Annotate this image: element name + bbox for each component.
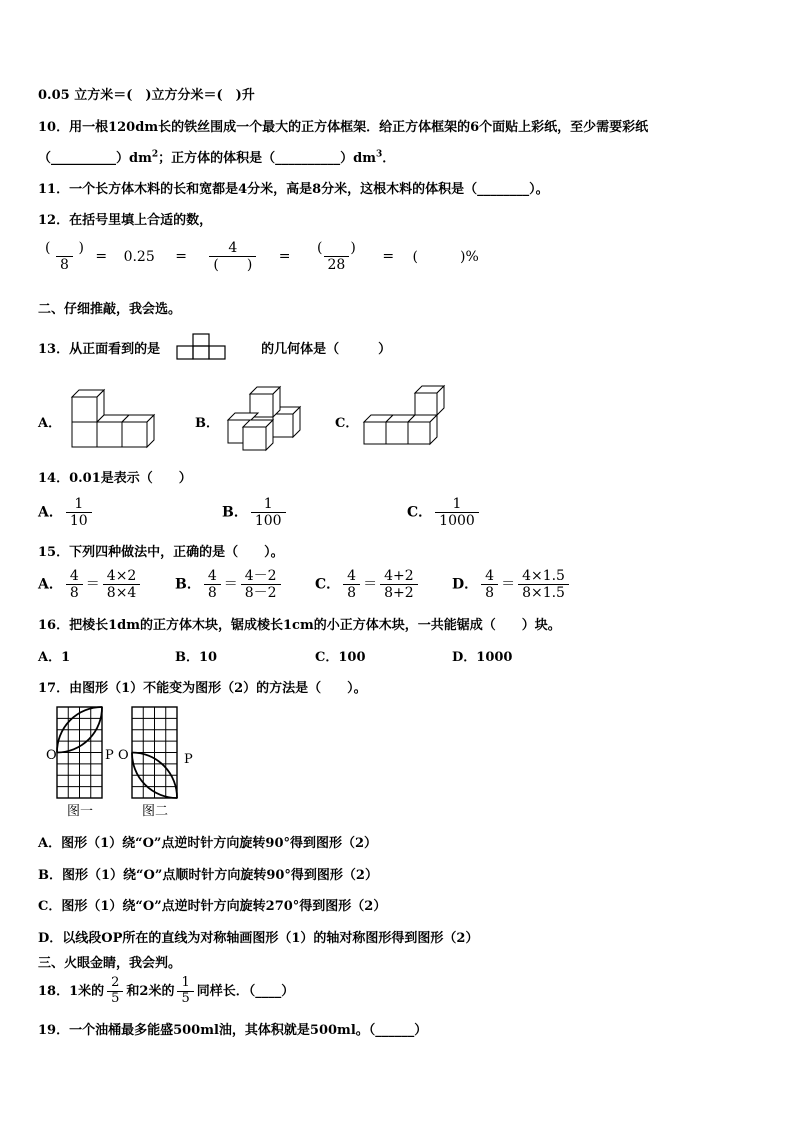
q13-option-a-label: A． <box>38 416 62 431</box>
q15-d-frac1 <box>481 568 498 601</box>
q17-figure-1-grid <box>57 707 103 799</box>
q15-d-num2: 4×1.5 <box>522 568 565 584</box>
q18-frac-1 <box>107 976 123 1007</box>
q15-d-num1: 4 <box>485 568 495 584</box>
q15-c-frac1 <box>343 568 360 601</box>
q15-b-num2: 4－2 <box>244 568 277 584</box>
q12-frac-1 <box>41 240 88 273</box>
q15-a-eq: ＝ <box>85 576 100 593</box>
q12-eq-2: = <box>175 248 187 265</box>
q12-eq-3: = <box>278 248 291 265</box>
q14-a-frac <box>66 496 92 529</box>
q15-b-frac1 <box>204 568 221 601</box>
q17-caption-2: 图二 <box>142 804 169 819</box>
question-10-line2 <box>38 147 395 166</box>
q15-a-num2: 4×2 <box>106 568 137 584</box>
q10-end: ． <box>382 151 396 166</box>
q17-fig1-label-p: P <box>105 748 114 763</box>
q15-d-den2: 8×1.5 <box>518 584 569 601</box>
q17-fig1-label-o: O <box>46 748 57 763</box>
q18-text-a: 18．1米的 <box>38 983 105 999</box>
q18-f2-num: 1 <box>181 975 190 990</box>
q12-f2-den: ( ) <box>209 256 256 273</box>
q10-sup-2: 2 <box>151 149 159 160</box>
q14-b-label: B． <box>222 504 248 521</box>
q16-option-b: B．10 <box>175 650 218 665</box>
q17-fig2-label-p: P <box>184 752 193 767</box>
q15-d-label: D． <box>452 576 479 593</box>
q14-c-den: 1000 <box>435 512 479 529</box>
q12-frac-2 <box>209 240 256 273</box>
q12-eq-4: = <box>382 248 395 265</box>
q17-option-a: A．图形（1）绕“O”点逆时针方向旋转90°得到图形（2） <box>38 836 378 851</box>
q15-c-num2: 4+2 <box>384 568 414 584</box>
q15-option-d <box>452 568 572 601</box>
question-12-equation <box>38 240 479 273</box>
q14-b-frac <box>251 496 286 529</box>
q12-percent: ( )% <box>412 248 479 265</box>
q12-f3-num: ( ) <box>316 240 356 256</box>
q15-a-den1: 8 <box>66 584 83 601</box>
question-14: 14．0.01是表示（ ） <box>38 471 192 486</box>
q13-option-b-figure <box>226 384 306 454</box>
q17-option-d: D．以线段OP所在的直线为对称轴画图形（1）的轴对称图形得到图形（2） <box>38 931 479 946</box>
q10-blank-area: （__________）dm <box>38 151 152 166</box>
q15-d-frac2 <box>518 568 569 601</box>
q15-a-frac2 <box>103 568 141 601</box>
q16-option-c: C．100 <box>315 650 366 665</box>
question-18 <box>38 976 294 1007</box>
q18-frac-2 <box>177 976 193 1007</box>
q15-b-den1: 8 <box>204 584 221 601</box>
q12-f3-den: 28 <box>324 256 350 273</box>
q18-text-c: 同样长．（____） <box>196 983 295 999</box>
q10-blank-volume: ；正方体的体积是（__________）dm <box>158 151 376 166</box>
q15-a-den2: 8×4 <box>103 584 141 601</box>
q15-c-den1: 8 <box>343 584 360 601</box>
q14-a-den: 10 <box>66 512 92 529</box>
q17-caption-1: 图一 <box>67 804 94 819</box>
q15-b-frac2 <box>241 568 281 601</box>
q12-value-025: 0.25 <box>123 248 155 265</box>
q15-option-a <box>38 568 143 601</box>
q15-b-label: B． <box>175 576 201 593</box>
q13-option-c-label: C． <box>335 416 359 431</box>
q15-a-frac1 <box>66 568 83 601</box>
q17-option-c: C．图形（1）绕“O”点逆时针方向旋转270°得到图形（2） <box>38 899 387 914</box>
q13-text-a: 13．从正面看到的是 <box>38 342 161 357</box>
q14-a-num: 1 <box>74 496 84 512</box>
q15-d-eq: ＝ <box>501 576 516 593</box>
q18-f2-den: 5 <box>177 991 193 1007</box>
q14-c-num: 1 <box>452 496 462 512</box>
q18-text-b: 和2米的 <box>126 983 175 999</box>
q13-text-b: 的几何体是（ ） <box>261 342 392 357</box>
q14-a-label: A． <box>38 504 63 521</box>
q15-c-frac2 <box>380 568 418 601</box>
question-12: 12．在括号里填上合适的数， <box>38 213 213 228</box>
q18-f1-den: 5 <box>107 991 123 1007</box>
question-19: 19．一个油桶最多能盛500ml油，其体积就是500ml。（______） <box>38 1023 428 1038</box>
question-16: 16．把棱长1dm的正方体木块，锯成棱长1cm的小正方体木块，一共能锯成（ ）块。 <box>38 618 561 633</box>
q14-option-b <box>222 496 289 529</box>
q15-a-num1: 4 <box>69 568 79 584</box>
question-11: 11．一个长方体木料的长和宽都是4分米，高是8分米，这根木料的体积是（________）。 <box>38 182 549 197</box>
q13-option-b-label: B． <box>195 416 219 431</box>
q17-option-b: B．图形（1）绕“O”点顺时针方向旋转90°得到图形（2） <box>38 868 378 883</box>
q17-fig2-label-o: O <box>118 748 129 763</box>
q12-eq-1: = <box>95 248 108 265</box>
q15-c-den2: 8+2 <box>380 584 418 601</box>
q13-option-a-figure <box>70 388 162 452</box>
section-2-heading: 二、仔细推敲，我会选。 <box>38 302 182 317</box>
q15-option-c <box>315 568 421 601</box>
q13-front-view-figure <box>175 333 227 363</box>
q15-c-label: C． <box>315 576 341 593</box>
q12-frac-3 <box>313 240 360 273</box>
q15-c-num1: 4 <box>347 568 357 584</box>
q12-f1-den: 8 <box>56 256 73 273</box>
question-9-tail: 0.05 立方米＝( )立方分米＝( )升 <box>38 88 255 103</box>
q14-b-num: 1 <box>263 496 273 512</box>
q15-b-eq: ＝ <box>223 576 238 593</box>
q10-sup-3: 3 <box>375 149 383 160</box>
q13-option-c-figure <box>362 384 448 450</box>
q15-c-eq: ＝ <box>363 576 378 593</box>
q14-b-den: 100 <box>251 512 286 529</box>
q17-figure-2-grid <box>132 707 178 799</box>
q15-d-den1: 8 <box>481 584 498 601</box>
q12-f2-num: 4 <box>228 240 238 256</box>
q15-a-label: A． <box>38 576 63 593</box>
q14-option-a <box>38 496 95 529</box>
q14-option-c <box>407 496 482 529</box>
q14-c-frac <box>435 496 479 529</box>
q16-option-d: D．1000 <box>452 650 513 665</box>
q14-c-label: C． <box>407 504 433 521</box>
q15-b-den2: 8－2 <box>241 584 281 601</box>
question-15: 15．下列四种做法中，正确的是（ ）。 <box>38 545 284 560</box>
q15-option-b <box>175 568 284 601</box>
question-10: 10．用一根120dm长的铁丝围成一个最大的正方体框架．给正方体框架的6个面贴上彩纸，至少需要彩纸 <box>38 120 649 135</box>
section-3-heading: 三、火眼金睛，我会判。 <box>38 956 182 971</box>
question-17: 17．由图形（1）不能变为图形（2）的方法是（ ）。 <box>38 681 367 696</box>
q16-option-a: A．1 <box>38 650 71 665</box>
q18-f1-num: 2 <box>111 975 120 990</box>
q15-b-num1: 4 <box>207 568 217 584</box>
q12-f1-num: ( ) <box>45 240 84 256</box>
